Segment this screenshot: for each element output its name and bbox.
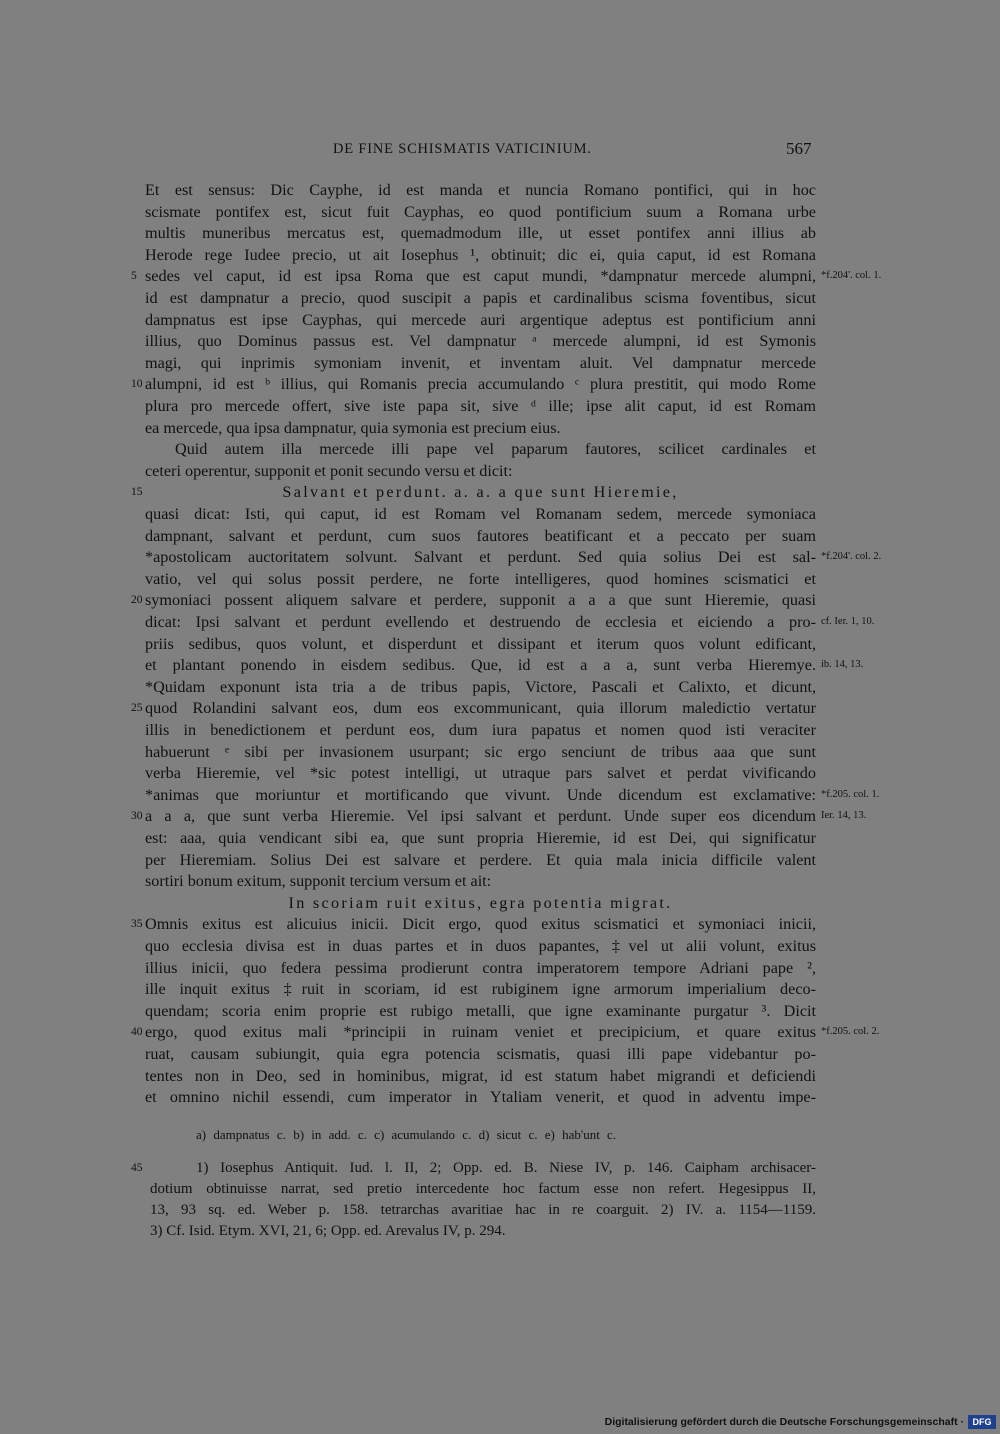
line-text: illius, quo Dominus passus est. Vel dampnatur ᵃ mercede alumpni, id est Symonis bbox=[145, 332, 816, 351]
text-line bbox=[0, 1044, 1000, 1066]
text-line bbox=[0, 418, 1000, 440]
line-number: 45 bbox=[131, 1162, 143, 1174]
line-text: symoniaci possent aliquem salvare et perdere, supponit a a a que sunt Hieremie, quasi bbox=[145, 591, 816, 610]
line-text: scismate pontifex est, sicut fuit Cayphas, eo quod pontificium suum a Romana urbe bbox=[145, 202, 816, 221]
margin-note: ib. 14, 13. bbox=[821, 659, 864, 671]
text-line bbox=[0, 374, 1000, 396]
margin-note: *f.205. col. 1. bbox=[821, 788, 880, 800]
footnote-line bbox=[0, 1221, 1000, 1242]
text-line bbox=[0, 677, 1000, 699]
line-number: 5 bbox=[131, 270, 137, 283]
text-line bbox=[0, 1066, 1000, 1088]
text-line bbox=[0, 396, 1000, 418]
text-line bbox=[0, 1022, 1000, 1044]
verse-line: In scoriam ruit exitus, egra potentia migrat. bbox=[288, 893, 673, 912]
line-number: 40 bbox=[131, 1026, 143, 1039]
page-number: 567 bbox=[786, 139, 812, 158]
text-line bbox=[0, 266, 1000, 288]
line-number: 35 bbox=[131, 918, 143, 931]
line-text: quo ecclesia divisa est in duas partes et in duos papantes, ‡vel ut alii volunt, exitus bbox=[145, 937, 816, 955]
margin-note: *f.205. col. 2. bbox=[821, 1026, 880, 1038]
footnote-text: 3) Cf. Isid. Etym. XVI, 21, 6; Opp. ed. Arevalus IV, p. 294. bbox=[150, 1223, 506, 1239]
text-line bbox=[0, 569, 1000, 591]
footnote-text: 1) Iosephus Antiquit. Iud. l. II, 2; Opp. ed. B. Niese IV, p. 146. Caipham archisacer- bbox=[196, 1160, 816, 1176]
line-text: vatio, vel qui solus possit perdere, ne forte intelligeres, quod homines scismatici et bbox=[145, 569, 816, 588]
line-text: quod Rolandini salvant eos, dum eos excommunicant, quia illorum maledictio vertatur bbox=[145, 699, 816, 718]
text-line bbox=[0, 245, 1000, 267]
line-text: plura pro mercede offert, sive iste papa sit, sive ᵈ ille; ipse alit caput, id est Romam bbox=[145, 397, 816, 415]
line-text: dampnant, salvant et perdunt, cum suos fautores beatificant et a peccato per suam bbox=[145, 526, 816, 545]
line-number: 10 bbox=[131, 378, 143, 391]
line-text: Quid autem illa mercede illi pape vel paparum fautores, scilicet cardinales et bbox=[175, 440, 816, 459]
line-text: verba Hieremie, vel *sic potest intelligi, ut utraque pars salvet et perdat vivificando bbox=[145, 764, 816, 783]
text-line bbox=[0, 742, 1000, 764]
line-text: Et est sensus: Dic Cayphe, id est manda et nuncia Romano pontifici, qui in hoc bbox=[145, 181, 816, 199]
text-line bbox=[0, 288, 1000, 310]
line-text: Herode rege Iudee precio, ut ait Iosephus ¹, obtinuit; dic ei, quia caput, id est Romana bbox=[145, 245, 816, 264]
text-line bbox=[0, 828, 1000, 850]
text-line bbox=[0, 893, 1000, 915]
line-text: illius inicii, quo federa pessima prodierunt contra imperatorem tempore Adriani pape ², bbox=[145, 958, 816, 977]
text-line bbox=[0, 331, 1000, 353]
line-text: et plantant ponendo in eisdem sedibus. Que, id est a a a, sunt verba Hieremye. bbox=[145, 656, 816, 675]
line-text: ille inquit exitus ‡ruit in scoriam, id est rubiginem igne armorum imperialium deco- bbox=[145, 980, 816, 999]
line-text: sortiri bonum exitum, supponit tercium versum et ait: bbox=[145, 872, 492, 891]
page-footer bbox=[0, 1413, 1000, 1434]
line-text: quendam; scoria enim proprie est rubigo metalli, que igne examinante purgatur ³. Dicit bbox=[145, 1001, 816, 1020]
text-line bbox=[0, 202, 1000, 224]
text-line bbox=[0, 439, 1000, 461]
line-text: magi, qui inprimis symoniam invenit, et inventam aluit. Vel dampnatur mercede bbox=[145, 353, 816, 372]
text-line bbox=[0, 634, 1000, 656]
line-text: multis muneribus mercatus est, quemadmodum ille, ut esset pontifex anni illius ab bbox=[145, 224, 816, 243]
text-line bbox=[0, 979, 1000, 1001]
text-line bbox=[0, 1001, 1000, 1023]
line-number: 30 bbox=[131, 810, 143, 823]
line-text: tentes non in Deo, sed in hominibus, migrat, id est statum habet migrandi et deficiendi bbox=[145, 1066, 816, 1085]
line-text: ergo, quod exitus mali *principii in ruinam veniet et precipicium, et quare exitus bbox=[145, 1023, 816, 1042]
margin-note: *f.204'. col. 1. bbox=[821, 270, 882, 282]
footnote-text: dotium obtinuisse narrat, sed pretio intercedente hoc factum esse non refert. Hegesippus II, bbox=[150, 1181, 816, 1197]
line-text: quasi dicat: Isti, qui caput, id est Romam vel Romanam sedem, mercede symoniaca bbox=[145, 505, 816, 523]
line-text: per Hieremiam. Solius Dei est salvare et perdere. Et quia mala inicia difficile valent bbox=[145, 850, 816, 869]
line-text: dicat: Ipsi salvant et perdunt evellendo et destruendo de ecclesia et eiciendo a pro- bbox=[145, 613, 816, 631]
line-text: priis sedibus, quos volunt, et disperdunt et dissipant et iterum quos volunt edificant, bbox=[145, 634, 816, 653]
line-text: *Quidam exponunt ista tria a de tribus papis, Victore, Pascali et Calixto, et dicunt, bbox=[145, 677, 816, 696]
text-line bbox=[0, 223, 1000, 245]
text-line bbox=[0, 936, 1000, 958]
line-text: ea mercede, qua ipsa dampnatur, quia symonia est precium eius. bbox=[145, 418, 561, 437]
text-line bbox=[0, 958, 1000, 980]
text-line bbox=[0, 914, 1000, 936]
text-line bbox=[0, 504, 1000, 526]
dfg-logo: DFG bbox=[968, 1415, 996, 1429]
text-line bbox=[0, 698, 1000, 720]
text-line bbox=[0, 526, 1000, 548]
footnote-line bbox=[0, 1179, 1000, 1200]
line-text: ruat, causam subiungit, quia egra potencia scismatis, quasi illi pape videbantur po- bbox=[145, 1045, 816, 1063]
margin-note: *f.204'. col. 2. bbox=[821, 551, 882, 563]
text-line bbox=[0, 806, 1000, 828]
line-number: 20 bbox=[131, 594, 143, 607]
line-number: 25 bbox=[131, 702, 143, 715]
text-line bbox=[0, 612, 1000, 634]
page-header bbox=[0, 141, 1000, 163]
text-line bbox=[0, 180, 1000, 202]
text-line bbox=[0, 310, 1000, 332]
text-line bbox=[0, 871, 1000, 893]
line-text: id est dampnatur a precio, quod suscipit a papis et cardinalibus scisma foventibus, sicut bbox=[145, 289, 816, 307]
text-line bbox=[0, 590, 1000, 612]
text-line bbox=[0, 482, 1000, 504]
line-text: habuerunt ᵉ sibi per invasionem usurpant; sic ergo senciunt de tribus aaa que sunt bbox=[145, 742, 816, 761]
line-text: et omnino nichil essendi, cum imperator in Ytaliam venerit, et quod in adventu impe- bbox=[145, 1088, 816, 1107]
footnote-line bbox=[0, 1158, 1000, 1179]
verse-line: Salvant et perdunt. a. a. a que sunt Hieremie, bbox=[282, 483, 679, 502]
margin-note: Ier. 14, 13. bbox=[821, 810, 867, 822]
text-line bbox=[0, 461, 1000, 483]
line-number: 15 bbox=[131, 486, 143, 499]
text-line bbox=[0, 850, 1000, 872]
running-title: DE FINE SCHISMATIS VATICINIUM. bbox=[333, 141, 592, 157]
line-text: illis in benedictionem et perdunt eos, dum iura papatus et nomen quod isti veraciter bbox=[145, 721, 816, 739]
text-line bbox=[0, 763, 1000, 785]
funding-notice: Digitalisierung gefördert durch die Deutsche Forschungsgemeinschaft · bbox=[604, 1416, 964, 1428]
line-text: *apostolicam auctoritatem solvunt. Salvant et perdunt. Sed quia solius Dei est sal- bbox=[145, 548, 816, 567]
line-text: sedes vel caput, id est ipsa Roma que est caput mundi, *dampnatur mercede alumpni, bbox=[145, 267, 816, 286]
line-text: a a a, que sunt verba Hieremie. Vel ipsi salvant et perdunt. Unde super eos dicendum bbox=[145, 807, 816, 826]
line-text: ceteri operentur, supponit et ponit secundo versu et dicit: bbox=[145, 461, 513, 480]
margin-note: cf. Ier. 1, 10. bbox=[821, 616, 875, 627]
line-text: Omnis exitus est alicuius inicii. Dicit ergo, quod exitus scismatici et symoniaci inicii, bbox=[145, 915, 816, 934]
line-text: dampnatus est ipse Cayphas, qui mercede auri argentique adeptus est pontificium anni bbox=[145, 310, 816, 329]
text-line bbox=[0, 1087, 1000, 1109]
footnote-line bbox=[0, 1200, 1000, 1221]
line-text: est: aaa, quia vendicant sibi ea, que sunt propria Hieremie, id est Dei, qui significatur bbox=[145, 829, 816, 847]
text-line bbox=[0, 353, 1000, 375]
text-line bbox=[0, 547, 1000, 569]
text-line bbox=[0, 720, 1000, 742]
line-text: *animas que moriuntur et mortificando que vivunt. Unde dicendum est exclamative: bbox=[145, 785, 816, 804]
text-line bbox=[0, 785, 1000, 807]
line-text: alumpni, id est ᵇ illius, qui Romanis precia accumulando ᶜ plura prestitit, qui modo Rome bbox=[145, 375, 816, 394]
footnote-text: 13, 93 sq. ed. Weber p. 158. tetrarchas avaritiae hac in re coarguit. 2) IV. a. 1154—1159. bbox=[150, 1202, 816, 1218]
text-line bbox=[0, 655, 1000, 677]
critical-apparatus: a) dampnatus c. b) in add. c. c) acumulando c. d) sicut c. e) hab'unt c. bbox=[196, 1127, 617, 1142]
